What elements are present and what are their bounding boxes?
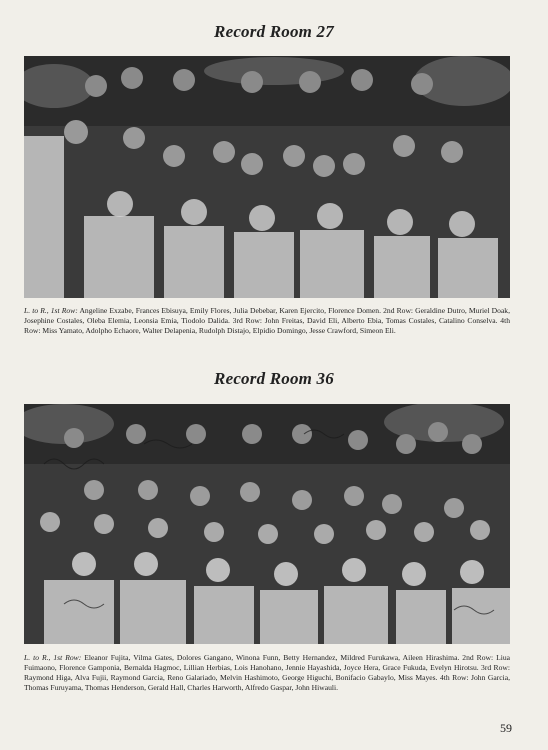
- page-number: 59: [500, 721, 512, 735]
- class-photo-room-27: [24, 56, 510, 298]
- caption-names: Angeline Exzabe, Frances Ebisuya, Emily Flores, Julia Debebar, Karen Ejercito, Florence Domen. 2nd Row: Geraldine Dutro, Muriel Doak, Josephine Costales, Oleba Elemia, Leonsia Emia, Tiodolo Dalida. 3rd Row: John Freitas, David Eli, Alberto Ebia, Tomas Costales, Catalino Conselva. 4th Row: Miss Yamato, Adolpho Echaore, Walter Delapenia, Rudolph Distajo, Elpidio Domingo, Jesse Crawford, Simeon Eli.: [24, 306, 511, 335]
- photo-caption-room-27: [24, 306, 510, 336]
- caption-label: L. to R., 1st Row:: [24, 653, 82, 662]
- section-heading-room-36: Record Room 36: [214, 369, 334, 388]
- caption-names: Eleanor Fujita, Vilma Gates, Dolores Gangano, Winona Funn, Betty Hernandez, Mildred Furukawa, Aileen Hirashima. 2nd Row: Liua Fuimaono, Florence Gamponia, Bernalda Hagmoc, Lillian Herbias, Lois Hanohano, Jennie Hayashida, Joyce Hera, Grace Fukuda, Evelyn Hirotsu. 3rd Row: Raymond Higa, Alva Fujii, Raymond Garcia, Reno Galariado, Melvin Hashimoto, George Higuchi, Bonifacio Gabaylo, Miss Mayes. 4th Row: John Garcia, Thomas Furuyama, Thomas Henderson, Gerald Hall, Charles Harworth, Alfredo Gaspar, John Hiwauli.: [24, 653, 511, 692]
- section-heading-room-27: Record Room 27: [214, 22, 334, 41]
- photo-caption-room-36: [24, 653, 510, 693]
- class-photo-room-36: [24, 404, 510, 644]
- caption-label: L. to R., 1st Row:: [24, 306, 78, 315]
